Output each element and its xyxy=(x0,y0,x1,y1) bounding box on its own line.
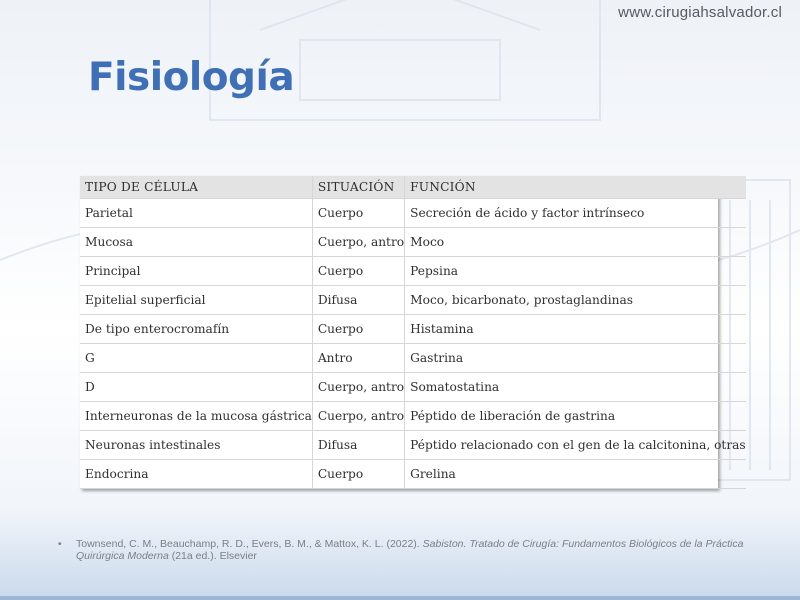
reference-book-title: Sabiston. Tratado de Cirugía: Fundamentos Biológicos de la Práctica Quirúrgica Moderna xyxy=(76,538,744,562)
cell-location: Cuerpo xyxy=(312,199,404,228)
cell-type: Epitelial superficial xyxy=(80,286,312,315)
table-header-row xyxy=(80,176,746,199)
cell-location: Cuerpo xyxy=(312,460,404,489)
cell-function: Grelina xyxy=(405,460,746,489)
table-row xyxy=(80,315,746,344)
cell-type: De tipo enterocromafín xyxy=(80,315,312,344)
table-row xyxy=(80,373,746,402)
cell-location: Cuerpo xyxy=(312,257,404,286)
cell-location: Cuerpo, antro xyxy=(312,228,404,257)
cell-function: Moco xyxy=(405,228,746,257)
cell-function: Péptido de liberación de gastrina xyxy=(405,402,746,431)
cell-location: Cuerpo xyxy=(312,315,404,344)
cell-type: Interneuronas de la mucosa gástrica xyxy=(80,402,312,431)
table-row xyxy=(80,199,746,228)
site-url: www.cirugiahsalvador.cl xyxy=(618,4,782,21)
cell-location: Cuerpo, antro xyxy=(312,402,404,431)
cell-location: Antro xyxy=(312,344,404,373)
cell-function: Secreción de ácido y factor intrínseco xyxy=(405,199,746,228)
bibliographic-reference xyxy=(58,538,748,562)
cell-function: Pepsina xyxy=(405,257,746,286)
reference-text xyxy=(76,538,748,562)
reference-bullet: • xyxy=(58,538,62,550)
cell-function: Gastrina xyxy=(405,344,746,373)
column-header-location: SITUACIÓN xyxy=(312,176,404,199)
cell-type: Neuronas intestinales xyxy=(80,431,312,460)
cell-type: G xyxy=(80,344,312,373)
cell-function: Péptido relacionado con el gen de la calcitonina, otras xyxy=(405,431,746,460)
column-header-cell-type: TIPO DE CÉLULA xyxy=(80,176,312,199)
cell-type: Parietal xyxy=(80,199,312,228)
column-header-function: FUNCIÓN xyxy=(405,176,746,199)
cell-type: D xyxy=(80,373,312,402)
cell-type: Endocrina xyxy=(80,460,312,489)
cell-function: Moco, bicarbonato, prostaglandinas xyxy=(405,286,746,315)
cell-types-table-container xyxy=(80,176,746,489)
cell-location: Difusa xyxy=(312,431,404,460)
table-row xyxy=(80,286,746,315)
reference-edition: (21a ed.). Elsevier xyxy=(171,550,257,562)
bottom-accent-band xyxy=(0,596,800,600)
table-row xyxy=(80,344,746,373)
cell-function: Histamina xyxy=(405,315,746,344)
cell-types-table xyxy=(80,176,746,489)
table-row xyxy=(80,228,746,257)
cell-type: Principal xyxy=(80,257,312,286)
slide-title: Fisiología xyxy=(88,55,295,100)
cell-function: Somatostatina xyxy=(405,373,746,402)
table-row xyxy=(80,402,746,431)
cell-location: Difusa xyxy=(312,286,404,315)
cell-location: Cuerpo, antro xyxy=(312,373,404,402)
table-row xyxy=(80,257,746,286)
table-row xyxy=(80,431,746,460)
cell-type: Mucosa xyxy=(80,228,312,257)
reference-authors: Townsend, C. M., Beauchamp, R. D., Evers, B. M., & Mattox, K. L. (2022). xyxy=(76,538,420,550)
table-row xyxy=(80,460,746,489)
